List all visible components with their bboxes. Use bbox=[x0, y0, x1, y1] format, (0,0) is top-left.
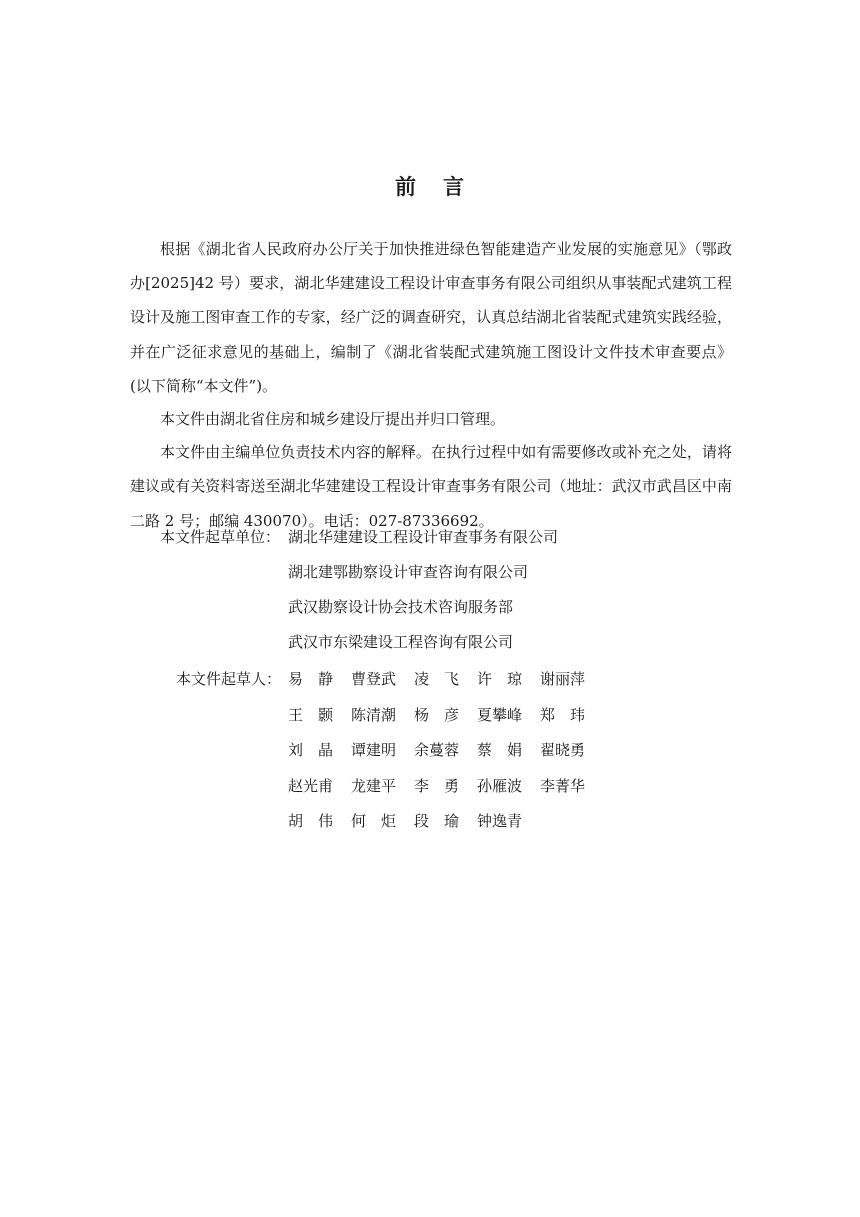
drafter-name: 龙建平 bbox=[351, 776, 397, 795]
drafter-name: 余蔓蓉 bbox=[414, 741, 460, 759]
drafter-name: 王 颢 bbox=[288, 705, 334, 724]
drafter-name: 许 琼 bbox=[477, 670, 523, 688]
drafting-units-label: 本文件起草单位： bbox=[160, 528, 281, 546]
drafter-name: 易 静 bbox=[288, 670, 334, 688]
drafter-name: 李 勇 bbox=[414, 776, 460, 795]
drafter-name: 何 炬 bbox=[351, 812, 397, 830]
drafter-name: 谢丽萍 bbox=[540, 670, 586, 688]
drafter-name: 谭建明 bbox=[351, 741, 397, 759]
drafting-unit: 湖北建鄂勘察设计审查咨询有限公司 bbox=[288, 563, 529, 581]
drafter-name: 凌 飞 bbox=[414, 670, 460, 688]
drafters-row bbox=[288, 769, 603, 805]
drafting-unit: 武汉市东梁建设工程咨询有限公司 bbox=[288, 633, 514, 651]
preface-body bbox=[130, 232, 732, 538]
drafter-name: 曹登武 bbox=[351, 670, 397, 688]
drafter-name: 赵光甫 bbox=[288, 776, 334, 795]
preface-paragraph: 本文件由湖北省住房和城乡建设厅提出并归口管理。 bbox=[160, 410, 506, 429]
drafters-row bbox=[288, 698, 603, 734]
drafting-unit: 湖北华建建设工程设计审查事务有限公司 bbox=[288, 528, 559, 546]
drafter-name: 段 瑜 bbox=[414, 812, 460, 830]
preface-paragraph: 根据《湖北省人民政府办公厅关于加快推进绿色智能建造产业发展的实施意见》（鄂政办[2025]42 号）要求，湖北华建建设工程设计审查事务有限公司组织从事装配式建筑工程设计及施工图审查工作的专家，经广泛的调查研究，认真总结湖北省装配式建筑实践经验，并在广泛征求意见的基础上，编制了《湖北省装配式建筑施工图设计文件技术审查要点》(以下简称“本文件”)。 bbox=[130, 240, 732, 395]
drafter-name: 蔡 娟 bbox=[477, 741, 523, 759]
drafters-row bbox=[288, 733, 603, 769]
drafter-name: 胡 伟 bbox=[288, 812, 334, 830]
preface-paragraph: 本文件由主编单位负责技术内容的解释。在执行过程中如有需要修改或补充之处，请将建议或有关资料寄送至湖北华建建设工程设计审查事务有限公司（地址：武汉市武昌区中南二路 2 号；邮编 430070）。电话：027-87336692。 bbox=[130, 443, 732, 530]
drafters-row bbox=[288, 804, 603, 840]
drafter-name: 夏攀峰 bbox=[477, 705, 523, 724]
drafting-units-list bbox=[288, 520, 558, 660]
drafter-name: 杨 彦 bbox=[414, 705, 460, 724]
drafter-name: 刘 晶 bbox=[288, 741, 334, 759]
drafters-row bbox=[288, 662, 603, 698]
drafter-name: 陈清潮 bbox=[351, 705, 397, 724]
drafters-label: 本文件起草人： bbox=[176, 670, 282, 688]
drafter-name: 郑 玮 bbox=[540, 705, 586, 724]
page-title-char: 言 bbox=[443, 174, 465, 199]
drafter-name: 钟逸青 bbox=[477, 812, 523, 830]
drafter-name: 李菁华 bbox=[540, 776, 586, 795]
drafting-unit: 武汉勘察设计协会技术咨询服务部 bbox=[288, 598, 514, 616]
drafters-grid bbox=[288, 662, 603, 840]
drafter-name: 翟晓勇 bbox=[540, 741, 586, 759]
page-title bbox=[0, 172, 860, 202]
page-title-char: 前 bbox=[395, 174, 417, 199]
drafter-name: 孙雁波 bbox=[477, 776, 523, 795]
